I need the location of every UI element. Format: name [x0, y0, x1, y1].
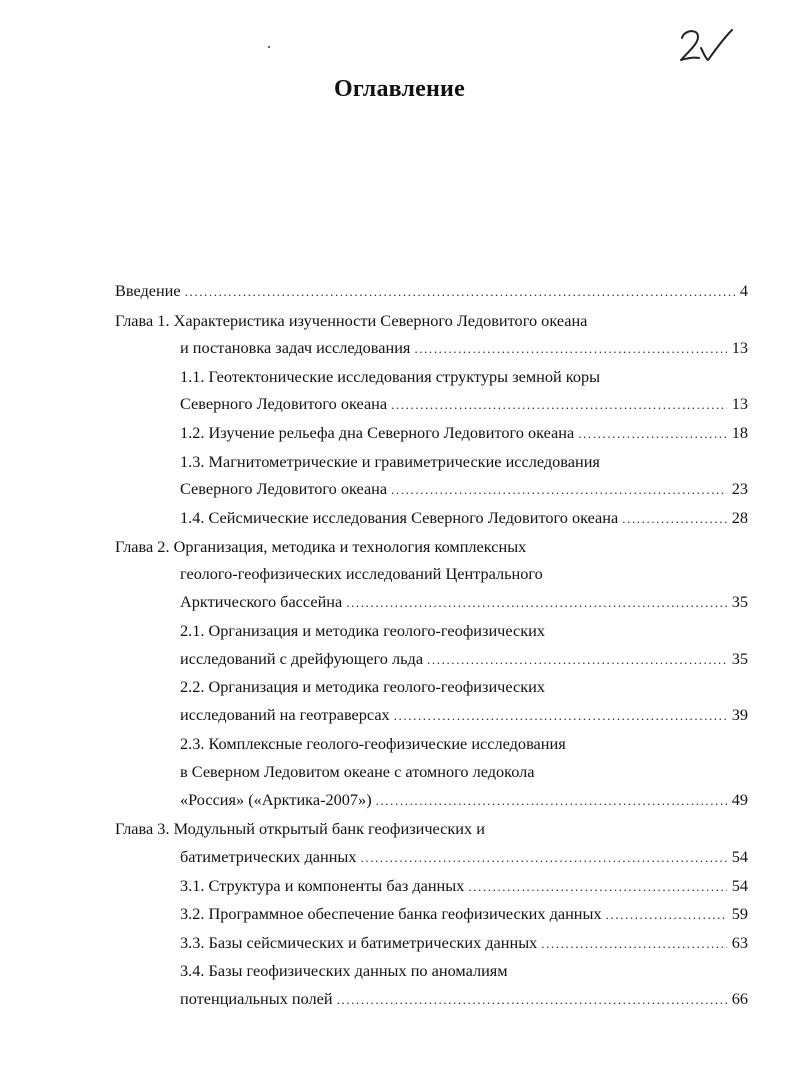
toc-section-1-3-line2[interactable] [180, 477, 748, 501]
toc-entry-text: 2.2. Организация и методика геолого-геофизических [180, 677, 545, 696]
leader-dots [376, 789, 727, 813]
toc-entry-text: Глава 3. Модульный открытый банк геофизических и [115, 819, 485, 838]
leader-dots [337, 988, 727, 1012]
toc-section-2-1-line1[interactable] [180, 619, 545, 643]
toc-entry-text: 3.1. Структура и компоненты баз данных [180, 876, 465, 895]
toc-entry-text: Введение [115, 281, 181, 300]
leader-dots [361, 846, 727, 870]
toc-entry-text: исследований на геотраверсах [180, 705, 390, 724]
toc-entry-text: 1.1. Геотектонические исследования структуры земной коры [180, 367, 601, 386]
toc-entry-text: геолого-геофизических исследований Центрального [180, 564, 543, 583]
toc-entry-text: 2.3. Комплексные геолого-геофизические исследования [180, 734, 566, 753]
leader-dots [394, 704, 727, 728]
toc-section-2-1-line2[interactable] [180, 647, 748, 671]
toc-page-number: 35 [731, 649, 748, 668]
toc-chapter-2-line2[interactable] [180, 562, 543, 586]
toc-page-number: 39 [731, 705, 748, 724]
leader-dots [606, 903, 727, 927]
toc-section-1-1-line1[interactable] [180, 365, 600, 389]
toc-chapter-3-line1[interactable] [115, 817, 485, 841]
leader-dots [578, 422, 727, 446]
toc-page-number: 23 [731, 479, 748, 498]
toc-entry-text: 1.2. Изучение рельефа дна Северного Ледовитого океана [180, 423, 575, 442]
leader-dots [622, 507, 727, 531]
toc-entry-text: 3.4. Базы геофизических данных по аномалиям [180, 961, 508, 980]
toc-section-3-4-line1[interactable] [180, 959, 508, 983]
toc-chapter-1-line2[interactable] [180, 336, 748, 360]
toc-page-number: 63 [731, 933, 748, 952]
toc-page-number: 4 [739, 281, 748, 300]
toc-section-3-1[interactable] [180, 874, 748, 898]
toc-section-3-2[interactable] [180, 902, 748, 926]
toc-entry-text: Арктического бассейна [180, 592, 343, 611]
leader-dots [391, 393, 727, 417]
toc-entry-text: исследований с дрейфующего льда [180, 649, 424, 668]
toc-chapter-3-line2[interactable] [180, 845, 748, 869]
toc-section-2-3-line2[interactable] [180, 760, 535, 784]
toc-entry-text: 3.3. Базы сейсмических и батиметрических данных [180, 933, 538, 952]
toc-entry-text: и постановка задач исследования [180, 338, 411, 357]
toc-page-number: 28 [731, 508, 748, 527]
toc-entry-text: Северного Ледовитого океана [180, 479, 388, 498]
leader-dots [414, 337, 726, 361]
toc-entry-intro[interactable] [115, 279, 748, 303]
page-title: Оглавление [334, 76, 465, 102]
toc-section-1-1-line2[interactable] [180, 392, 748, 416]
toc-entry-text: 3.2. Программное обеспечение банка геофизических данных [180, 904, 602, 923]
toc-page-number: 54 [731, 876, 748, 895]
toc-page-number: 18 [731, 423, 748, 442]
toc-section-2-3-line3[interactable] [180, 788, 748, 812]
toc-entry-text: Глава 2. Организация, методика и технология комплексных [115, 537, 527, 556]
toc-section-2-3-line1[interactable] [180, 732, 566, 756]
toc-page-number: 13 [731, 338, 748, 357]
leader-dots [346, 591, 727, 615]
toc-page-number: 13 [731, 394, 748, 413]
leader-dots [541, 932, 726, 956]
toc-page-number: 66 [731, 989, 748, 1008]
toc-entry-text: 1.4. Сейсмические исследования Северного Ледовитого океана [180, 508, 619, 527]
toc-chapter-2-line3[interactable] [180, 590, 748, 614]
toc-entry-text: Северного Ледовитого океана [180, 394, 388, 413]
leader-dots [391, 478, 727, 502]
toc-entry-text: 1.3. Магнитометрические и гравиметрические исследования [180, 452, 600, 471]
toc-page-number: 49 [731, 790, 748, 809]
toc-section-3-3[interactable] [180, 931, 748, 955]
toc-section-1-2[interactable] [180, 421, 748, 445]
toc-section-1-3-line1[interactable] [180, 450, 600, 474]
toc-chapter-2-line1[interactable] [115, 535, 526, 559]
toc-entry-text: в Северном Ледовитом океане с атомного ледокола [180, 762, 535, 781]
toc-section-1-4[interactable] [180, 506, 748, 530]
toc-section-3-4-line2[interactable] [180, 987, 748, 1011]
toc-entry-text: батиметрических данных [180, 847, 357, 866]
toc-page-number: 54 [731, 847, 748, 866]
leader-dots [468, 875, 726, 899]
toc-page-number: 35 [731, 592, 748, 611]
toc-page-number: 59 [731, 904, 748, 923]
toc-entry-text: 2.1. Организация и методика геолого-геофизических [180, 621, 545, 640]
toc-section-2-2-line2[interactable] [180, 703, 748, 727]
toc-entry-text: потенциальных полей [180, 989, 333, 1008]
toc-section-2-2-line1[interactable] [180, 675, 545, 699]
leader-dots [427, 648, 727, 672]
toc-entry-text: «Россия» («Арктика-2007») [180, 790, 372, 809]
leader-dots [185, 280, 735, 304]
toc-entry-text: Глава 1. Характеристика изученности Северного Ледовитого океана [115, 311, 588, 330]
toc-chapter-1-line1[interactable] [115, 309, 587, 333]
